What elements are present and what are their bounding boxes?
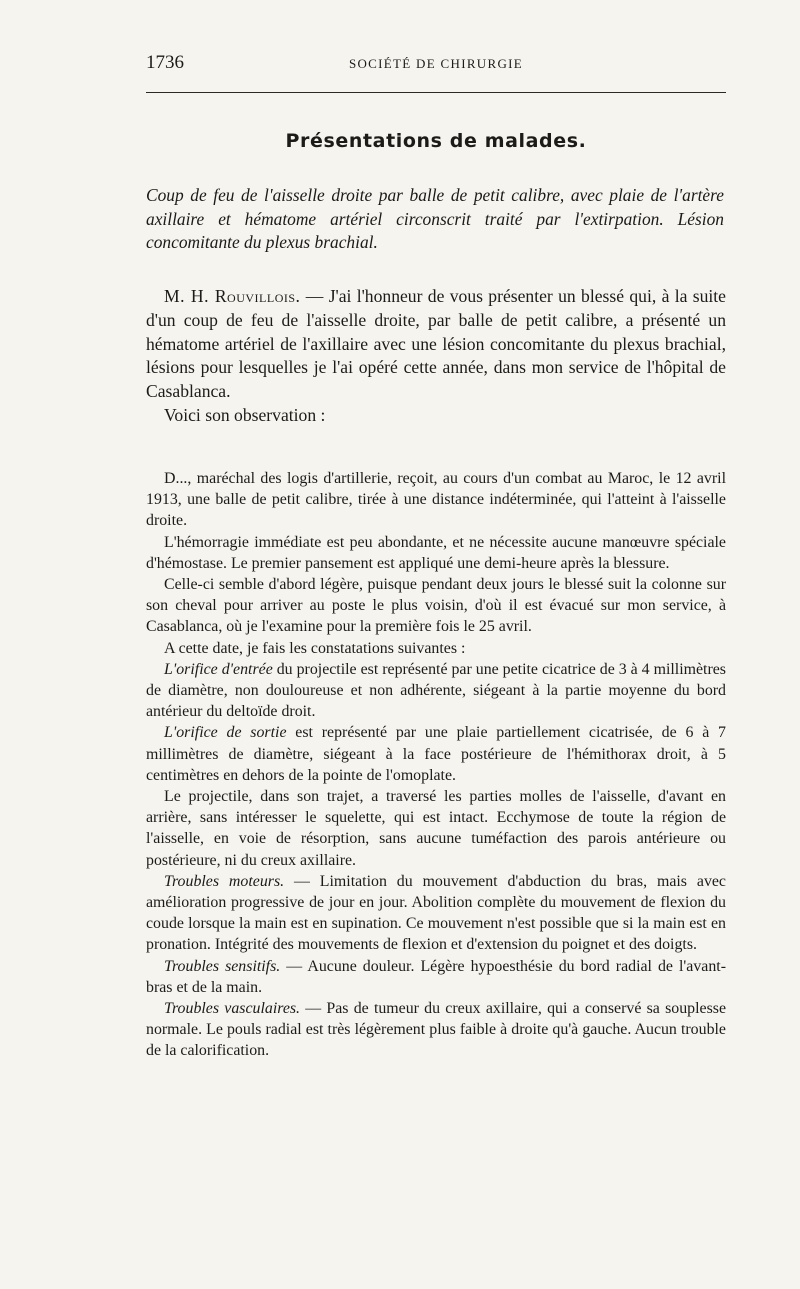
obs-text: est représenté par une plaie partiellement cicatrisée, de 6 à 7 millimètres de diamètre, siégeant à la face postérieure de l'hémithorax droit, à 5 centimètres en dehors de la pointe de l'omoplate. — [146, 724, 726, 784]
exit-orifice-label: L'orifice de sortie — [164, 724, 287, 742]
obs-text: — Aucune douleur. Légère hypoesthésie du bord radial de l'avant-bras et de la main. — [146, 957, 726, 996]
obs-paragraph — [146, 998, 726, 1062]
obs-text: — Pas de tumeur du creux axillaire, qui a conservé sa souplesse normale. Le pouls radial est très légèrement plus faible à droite qu'à gauche. Aucun trouble de la calorification. — [146, 1000, 726, 1060]
intro-section — [146, 285, 726, 428]
obs-text: — Limitation du mouvement d'abduction du bras, mais avec amélioration progressive de jour en jour. Abolition complète du mouvement de flexion du coude lorsque la main est en supination. Ce mouvement n'est possible que si la main est en pronation. Intégrité des mouvements de flexion et d'extension du poignet et des doigts. — [146, 872, 726, 954]
obs-paragraph: Le projectile, dans son trajet, a traversé les parties molles de l'aisselle, d'avant en arrière, sans intéresser le squelette, qui est intact. Ecchymose de toute la région de l'aisselle, en voie de résorption, sans aucune tuméfaction des parois antérieure ou postérieure, ni du creux axillaire. — [146, 788, 726, 869]
observation-body — [146, 468, 726, 1062]
obs-paragraph: L'hémorragie immédiate est peu abondante, et ne nécessite aucune manœuvre spéciale d'hémostase. Le premier pansement est appliqué une demi-heure après la blessure. — [146, 533, 726, 572]
case-title — [146, 184, 724, 255]
obs-paragraph: D..., maréchal des logis d'artillerie, reçoit, au cours d'un combat au Maroc, le 12 avril 1913, une balle de petit calibre, tirée à une distance indéterminée, qui l'atteint à l'aisselle droite. — [146, 470, 726, 530]
obs-paragraph — [146, 659, 726, 723]
obs-paragraph: A cette date, je fais les constatations suivantes : — [164, 639, 466, 657]
obs-paragraph — [146, 956, 726, 998]
author-name: M. H. Rouvillois. — [164, 286, 301, 306]
obs-paragraph — [146, 722, 726, 786]
running-head: SOCIÉTÉ DE CHIRURGIE — [348, 56, 524, 71]
motor-troubles-label: Troubles moteurs. — [164, 872, 285, 890]
case-title-text: Coup de feu de l'aisselle droite par balle de petit calibre, avec plaie de l'artère axillaire et hématome artériel circonscrit traité par l'extirpation. Lésion concomitante du plexus brachial. — [146, 185, 724, 252]
intro-lead: Voici son observation : — [164, 404, 326, 425]
page-number: 1736 — [146, 52, 184, 73]
obs-paragraph: Celle-ci semble d'abord légère, puisque pendant deux jours le blessé suit la colonne sur son cheval pour arriver au poste le plus voisin, d'où il est évacué sur mon service, à Casablanca, où je l'examine pour la première fois le 25 avril. — [146, 576, 726, 636]
page-header — [146, 52, 726, 86]
intro-text: — J'ai l'honneur de vous présenter un blessé qui, à la suite d'un coup de feu de l'aisselle droite, par balle de petit calibre, a présenté un hématome artériel de l'axillaire avec une lésion concomitante du plexus brachial, lésions pour lesquelles je l'ai opéré cette année, dans mon service de l'hôpital de Casablanca. — [146, 286, 726, 402]
obs-paragraph — [146, 871, 726, 956]
header-rule — [146, 92, 726, 93]
vascular-troubles-label: Troubles vasculaires. — [164, 1000, 301, 1018]
sensory-troubles-label: Troubles sensitifs. — [164, 957, 281, 975]
entry-orifice-label: L'orifice d'entrée — [164, 660, 273, 678]
intro-paragraph — [146, 285, 726, 404]
obs-text: du projectile est représenté par une petite cicatrice de 3 à 4 millimètres de diamètre, non douloureuse et non adhérente, siégeant à la partie moyenne du bord antérieur du deltoïde droit. — [146, 660, 726, 721]
section-title: Présentations de malades. — [285, 130, 587, 152]
